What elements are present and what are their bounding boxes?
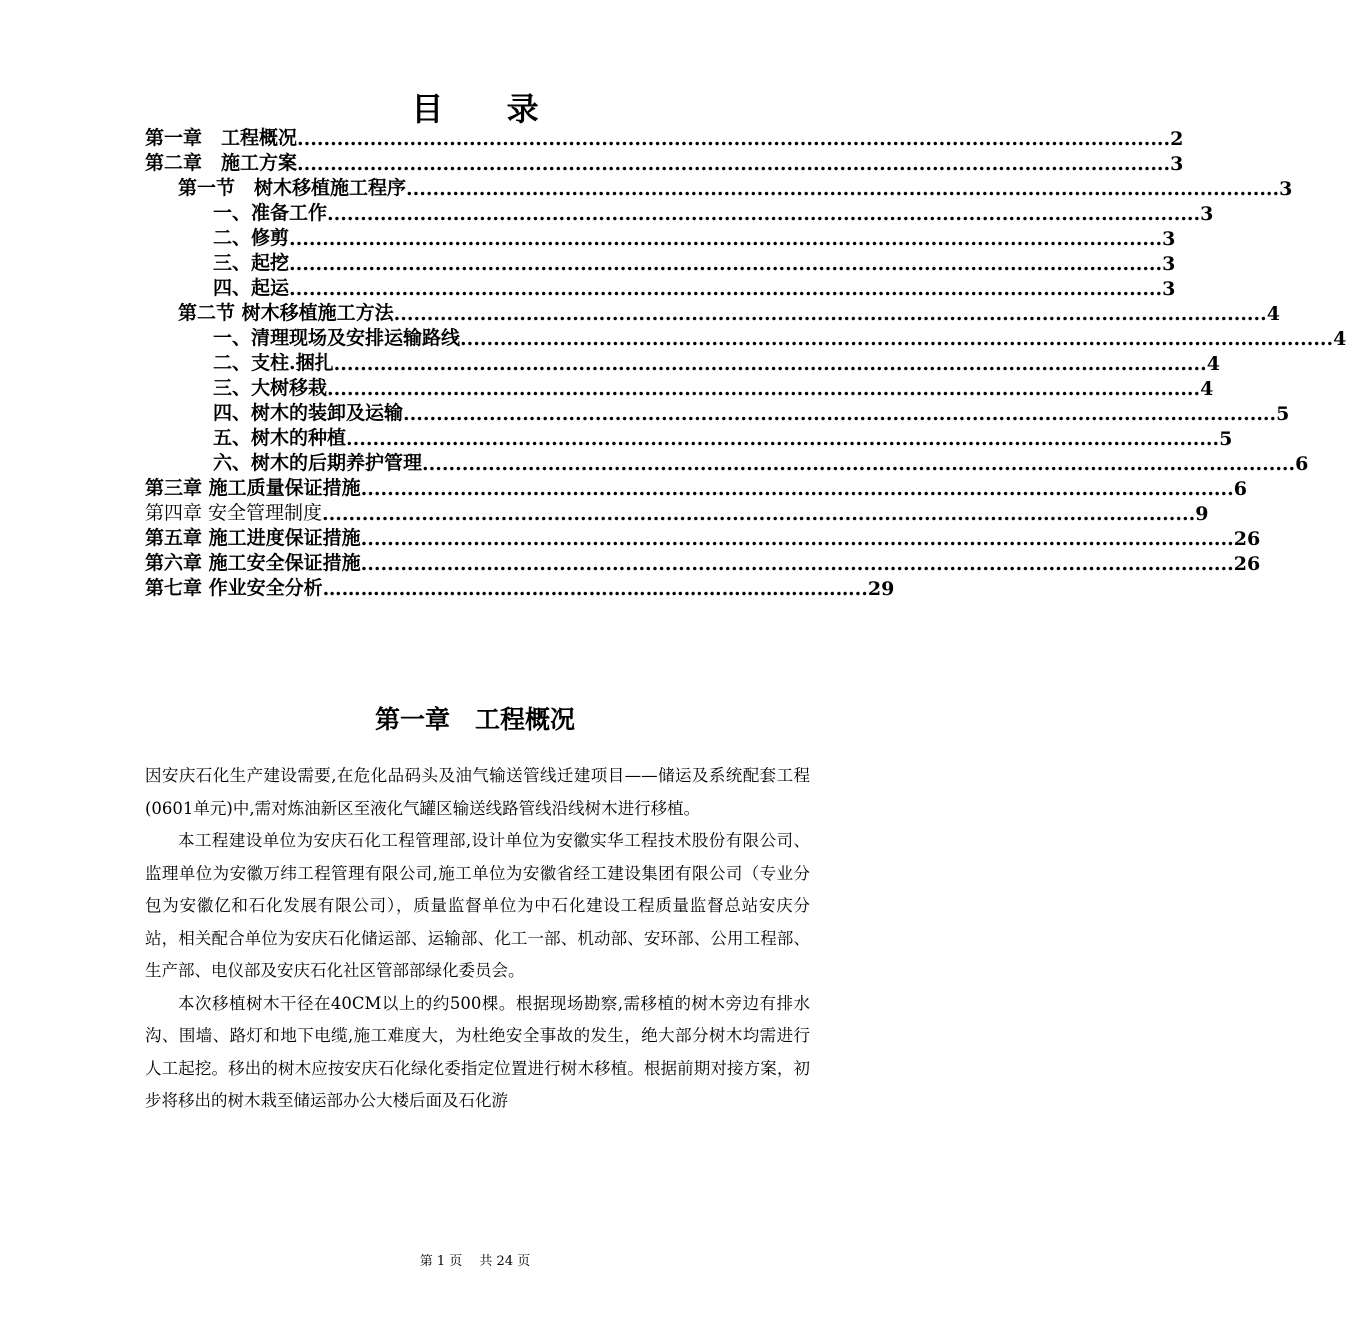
toc-entry-page: 9 <box>1195 503 1209 525</box>
toc-entry-label: 第三章 施工质量保证措施 <box>145 477 361 499</box>
toc-entry[interactable] <box>213 276 1176 300</box>
toc-entry-label: 第二节 树木移植施工方法 <box>178 302 394 324</box>
toc-entry-page: ..29 <box>854 578 895 600</box>
toc-entry[interactable] <box>145 126 1184 150</box>
toc-entry-page: 3 <box>1279 178 1293 200</box>
toc-entry[interactable] <box>178 301 1281 325</box>
toc-entry[interactable] <box>145 576 895 600</box>
toc-entry-label: 四、树木的装卸及运输 <box>213 402 404 424</box>
toc-entry-page: 4 <box>1333 328 1346 350</box>
toc-entry-page: 3 <box>1162 228 1176 250</box>
toc-entry-label: 一、准备工作 <box>213 202 328 224</box>
toc-entry[interactable] <box>213 376 1214 400</box>
paragraph: 本次移植树木干径在40CM以上的约500棵。根据现场勘察,需移植的树木旁边有排水沟、围墙、路灯和地下电缆,施工难度大，为杜绝安全事故的发生，绝大部分树木均需进行人工起挖。移出的树木应按安庆石化绿化委指定位置进行树木移植。根据前期对接方案，初步将移出的树木栽至储运部办公大楼后面及石化游 <box>145 993 810 1110</box>
toc-entry-page: 6 <box>1295 453 1309 475</box>
toc-entry[interactable] <box>213 426 1233 450</box>
leader-dots: .................................................................................................................................... <box>289 253 1163 275</box>
leader-dots: .................................................................................................................................... <box>289 278 1163 300</box>
chapter-body <box>145 760 810 1118</box>
toc-entry-page: 3 <box>1162 253 1176 275</box>
chapter-title: 第一章 工程概况 <box>374 705 575 734</box>
toc-entry-label: 二、支柱.捆扎 <box>213 352 334 374</box>
leader-dots: .................................................................................................................................... <box>327 378 1201 400</box>
toc-entry[interactable] <box>178 176 1293 200</box>
leader-dots: .................................................................................................................................... <box>297 128 1171 150</box>
leader-dots: .................................................................................................................................... <box>406 178 1280 200</box>
toc-entry[interactable] <box>213 351 1221 375</box>
toc-entry-page: 5 <box>1276 403 1290 425</box>
toc-entry-label: 第七章 作业安全分析 <box>145 577 323 599</box>
leader-dots: .................................................................................................................................... <box>460 328 1334 350</box>
toc-entry-label: 五、树木的种植 <box>213 427 347 449</box>
leader-dots: .................................................................................................................................... <box>360 528 1234 550</box>
paragraph: 因安庆石化生产建设需要,在危化品码头及油气输送管线迁建项目——储运及系统配套工程(0601单元)中,需对炼油新区至液化气罐区输送线路管线沿线树木进行移植。 <box>145 766 810 818</box>
toc-entry[interactable] <box>213 201 1214 225</box>
toc-entry[interactable] <box>145 476 1248 500</box>
leader-dots: ………………………………………………………………………… <box>322 578 855 600</box>
toc-entry-label: 三、起挖 <box>213 252 290 274</box>
toc-entry-label: 第一章 工程概况 <box>145 127 298 149</box>
toc-entry-label: 四、起运 <box>213 277 290 299</box>
toc-entry[interactable] <box>213 251 1176 275</box>
leader-dots: .................................................................................................................................... <box>422 453 1296 475</box>
toc-entry[interactable] <box>213 226 1176 250</box>
toc-entry-page: 3 <box>1200 203 1214 225</box>
toc-entry-label: 第五章 施工进度保证措施 <box>145 527 361 549</box>
toc-entry[interactable] <box>213 326 1346 350</box>
page-footer: 第 1 页 共 24 页 <box>419 1254 531 1269</box>
toc-entry[interactable] <box>213 451 1309 475</box>
toc-entry[interactable] <box>145 151 1184 175</box>
toc-entry[interactable] <box>145 501 1209 525</box>
toc-entry-label: 二、修剪 <box>213 227 290 249</box>
leader-dots: .................................................................................................................................... <box>346 428 1220 450</box>
toc-entry-label: 一、清理现场及安排运输路线 <box>213 327 461 349</box>
toc-entry-page: 26 <box>1233 528 1261 550</box>
toc-entry-label: 第一节 树木移植施工程序 <box>178 177 407 199</box>
toc-entry-page: 3 <box>1170 153 1184 175</box>
leader-dots: .................................................................................................................................... <box>403 403 1277 425</box>
leader-dots: .................................................................................................................................... <box>322 503 1196 525</box>
toc-entry-label: 第四章 安全管理制度 <box>145 502 323 524</box>
toc-title: 目 录 <box>411 90 565 128</box>
leader-dots: .................................................................................................................................... <box>360 553 1234 575</box>
leader-dots: .................................................................................................................................... <box>333 353 1207 375</box>
toc-entry-page: 5 <box>1219 428 1233 450</box>
toc-entry-label: 六、树木的后期养护管理 <box>213 452 423 474</box>
toc-entry-page: 4 <box>1266 303 1281 325</box>
paragraph: 本工程建设单位为安庆石化工程管理部,设计单位为安徽实华工程技术股份有限公司、监理单位为安徽万纬工程管理有限公司,施工单位为安徽省经工建设集团有限公司（专业分包为安徽亿和石化发展有限公司），质量监督单位为中石化建设工程质量监督总站安庆分站，相关配合单位为安庆石化储运部、运输部、化工一部、机动部、安环部、公用工程部、生产部、电仪部及安庆石化社区管部部绿化委员会。 <box>145 831 810 980</box>
toc-entry-page: 3 <box>1162 278 1176 300</box>
toc-entry-page: 4 <box>1200 378 1214 400</box>
leader-dots: .................................................................................................................................... <box>327 203 1201 225</box>
toc-entry[interactable] <box>213 401 1290 425</box>
toc-entry-page: 2 <box>1170 128 1184 150</box>
leader-dots: .................................................................................................................................... <box>360 478 1234 500</box>
toc-entry[interactable] <box>145 551 1261 575</box>
toc-entry-page: 26 <box>1233 553 1261 575</box>
toc-entry-page: 6 <box>1233 478 1248 500</box>
toc-entry-label: 第二章 施工方案 <box>145 152 298 174</box>
leader-dots: .................................................................................................................................... <box>297 153 1171 175</box>
toc-entry-page: 4 <box>1206 353 1221 375</box>
toc-entry[interactable] <box>145 526 1261 550</box>
toc-entry-label: 第六章 施工安全保证措施 <box>145 552 361 574</box>
leader-dots: .................................................................................................................................... <box>393 303 1267 325</box>
leader-dots: .................................................................................................................................... <box>289 228 1163 250</box>
toc-entry-label: 三、大树移栽 <box>213 377 328 399</box>
